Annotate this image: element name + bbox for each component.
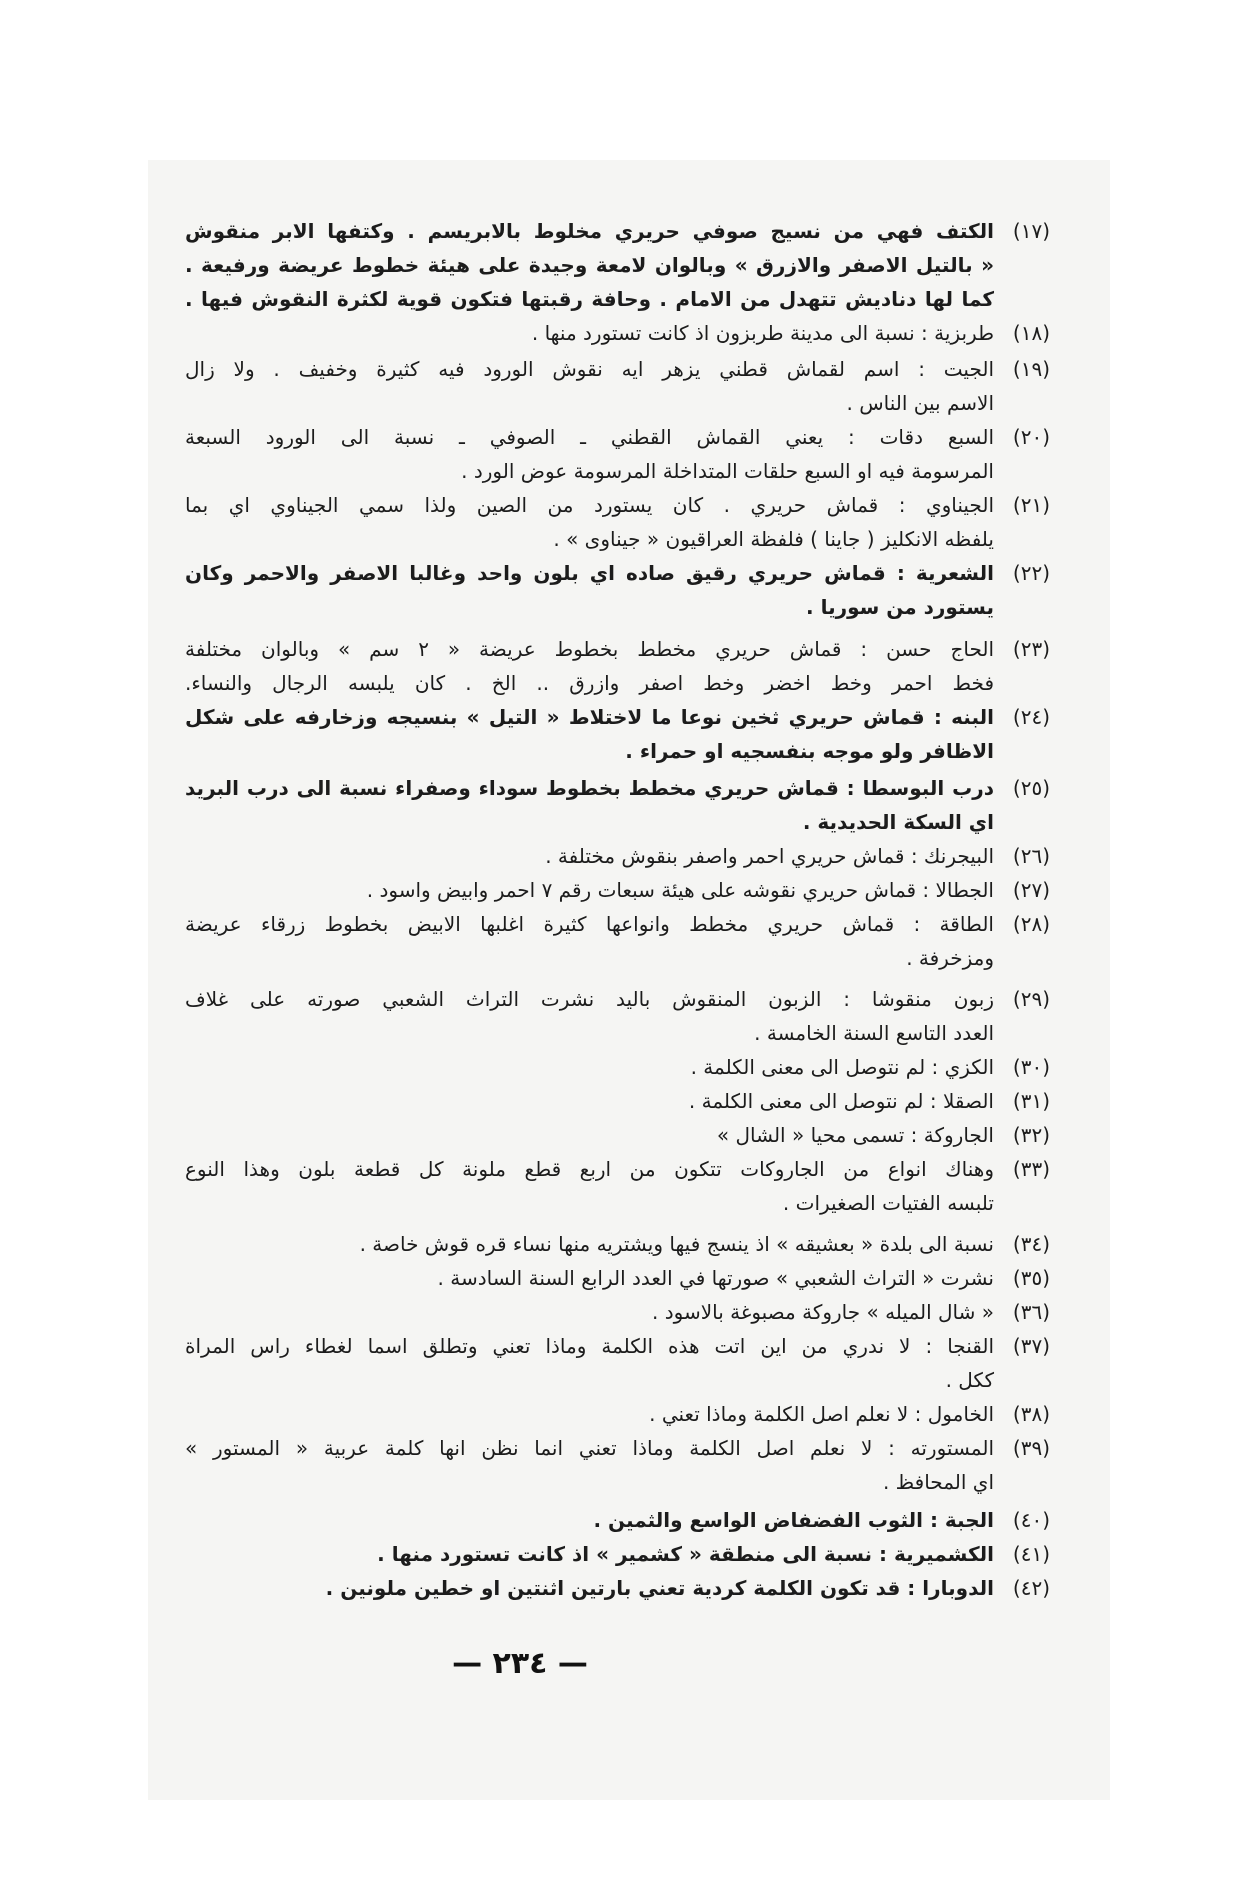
footnote-number: (٢٦) <box>1012 844 1050 868</box>
footnote-line: زبون منقوشا : الزبون المنقوش باليد نشرت التراث الشعبي صورته على غلاف <box>185 987 994 1011</box>
footnote-number: (٤٢) <box>1012 1576 1050 1600</box>
footnote <box>185 839 1050 873</box>
footnote-line: البنه : قماش حريري ثخين نوعا ما لاختلاط « التيل » بنسيجه وزخارفه على شكل <box>185 705 994 729</box>
footnote <box>185 1050 1050 1084</box>
footnote-line: الشعرية : قماش حريري رقيق صاده اي بلون واحد وغالبا الاصفر والاحمر وكان <box>185 561 994 585</box>
footnote-line: البيجرنك : قماش حريري احمر واصفر بنقوش مختلفة . <box>545 844 994 868</box>
footnote-line: كما لها دناديش تتهدل من الامام . وحافة رقبتها فتكون قوية لكثرة النقوش فيها . <box>185 287 994 311</box>
footnote-text <box>185 1329 994 1397</box>
footnote-text <box>185 1118 994 1152</box>
footnote-number: (١٧) <box>1012 219 1050 243</box>
footnote <box>185 1227 1050 1261</box>
footnote-text <box>185 1503 994 1537</box>
footnote-line: الكتف فهي من نسيج صوفي حريري مخلوط بالابريسم . وكتفها الابر منقوش <box>185 219 994 243</box>
footnote-number: (٣٣) <box>1012 1157 1050 1181</box>
footnote-line: الجيت : اسم لقماش قطني يزهر ايه نقوش الورود فيه كثيرة وخفيف . ولا زال <box>185 357 994 381</box>
footnote <box>185 1118 1050 1152</box>
footnote-text <box>185 1050 994 1084</box>
footnote-line: اي المحافظ . <box>882 1470 994 1494</box>
footnote-line: يلفظه الانكليز ( جاينا ) فلفظة العراقيون « جيناوى » . <box>553 527 994 551</box>
footnote-line: تلبسه الفتيات الصغيرات . <box>782 1191 994 1215</box>
footnote-text <box>185 352 994 420</box>
footnote <box>185 316 1050 350</box>
footnote-number: (٣٤) <box>1012 1232 1050 1256</box>
footnote-text <box>185 1227 994 1261</box>
footnote-text <box>185 488 994 556</box>
footnote-line: اي السكة الحديدية . <box>802 810 994 834</box>
footnote-number: (٢١) <box>1012 493 1050 517</box>
footnote-line: ككل . <box>945 1368 994 1392</box>
footnote <box>185 1397 1050 1431</box>
footnote-line: طربزية : نسبة الى مدينة طربزون اذ كانت تستورد منها . <box>531 321 994 345</box>
footnote-line: الطاقة : قماش حريري مخطط وانواعها كثيرة اغلبها الابيض بخطوط زرقاء عريضة <box>185 912 994 936</box>
footnote <box>185 214 1050 316</box>
footnote-text <box>185 556 994 624</box>
footnote-text <box>185 214 994 316</box>
footnote-number: (٣١) <box>1012 1089 1050 1113</box>
footnote <box>185 1571 1050 1605</box>
footnote-line: ومزخرفة . <box>906 946 994 970</box>
footnote-line: الكزي : لم نتوصل الى معنى الكلمة . <box>690 1055 994 1079</box>
footnote <box>185 1261 1050 1295</box>
footnote-number: (٣٠) <box>1012 1055 1050 1079</box>
footnote <box>185 1537 1050 1571</box>
footnote-line: الحاج حسن : قماش حريري مخطط بخطوط عريضة « ٢ سم » وبالوان مختلفة <box>185 637 995 661</box>
footnote-number: (٣٧) <box>1012 1334 1050 1358</box>
footnote-number: (٤١) <box>1012 1542 1050 1566</box>
footnote <box>185 771 1050 839</box>
footnote-line: « شال الميله » جاروكة مصبوغة بالاسود . <box>652 1300 994 1324</box>
footnote <box>185 1295 1050 1329</box>
footnote-line: يستورد من سوريا . <box>806 595 994 619</box>
footnote-line: العدد التاسع السنة الخامسة . <box>754 1021 994 1045</box>
footnote-number: (٢٧) <box>1012 878 1050 902</box>
footnote-number: (٢٥) <box>1012 776 1050 800</box>
footnote-text <box>185 873 994 907</box>
footnote-line: الجبة : الثوب الفضفاض الواسع والثمين . <box>593 1508 994 1532</box>
footnote <box>185 1503 1050 1537</box>
footnote-number: (٣٢) <box>1012 1123 1050 1147</box>
footnote <box>185 873 1050 907</box>
footnote <box>185 1431 1050 1499</box>
footnote-line: الدوبارا : قد تكون الكلمة كردية تعني بارتين اثنتين او خطين ملونين . <box>325 1576 994 1600</box>
footnote-line: المرسومة فيه او السبع حلقات المتداخلة المرسومة عوض الورد . <box>461 459 994 483</box>
footnote-line: المستورته : لا نعلم اصل الكلمة وماذا تعني انما نظن انها كلمة عربية « المستور » <box>185 1436 994 1460</box>
footnote <box>185 632 1050 700</box>
footnote <box>185 1152 1050 1220</box>
footnote-line: القنجا : لا ندري من اين اتت هذه الكلمة وماذا تعني وتطلق اسما لغطاء راس المراة <box>185 1334 994 1358</box>
page-number: — ٢٣٤ — <box>452 1646 588 1681</box>
footnote-text <box>185 632 994 700</box>
footnote-line: وهناك انواع من الجاروكات تتكون من اربع قطع ملونة كل قطعة بلون وهذا النوع <box>185 1157 994 1181</box>
footnote-line: الخامول : لا نعلم اصل الكلمة وماذا تعني . <box>649 1402 994 1426</box>
footnote-number: (٤٠) <box>1012 1508 1050 1532</box>
footnote-line: نسبة الى بلدة « بعشيقه » اذ ينسج فيها ويشتريه منها نساء قره قوش خاصة . <box>359 1232 994 1256</box>
footnote-line: الكشميرية : نسبة الى منطقة « كشمير » اذ كانت تستورد منها . <box>377 1542 994 1566</box>
footnote <box>185 907 1050 975</box>
footnote-number: (١٨) <box>1012 321 1050 345</box>
footnote-number: (٣٥) <box>1012 1266 1050 1290</box>
footnote-number: (٢٩) <box>1012 987 1050 1011</box>
footnote-line: الجاروكة : تسمى محيا « الشال » <box>716 1123 994 1147</box>
footnote-number: (٢٣) <box>1012 637 1050 661</box>
footnote-line: « بالتيل الاصفر والازرق » وبالوان لامعة وجيدة على هيئة خطوط عريضة ورفيعة . <box>185 253 994 277</box>
footnote-text <box>185 907 994 975</box>
footnote-line: درب البوسطا : قماش حريري مخطط بخطوط سوداء وصفراء نسبة الى درب البريد <box>185 776 994 800</box>
footnote-number: (٢٢) <box>1012 561 1050 585</box>
footnote-number: (٢٤) <box>1012 705 1050 729</box>
footnote-number: (٣٨) <box>1012 1402 1050 1426</box>
footnote-text <box>185 1261 994 1295</box>
footnote-text <box>185 1571 994 1605</box>
footnote-text <box>185 1537 994 1571</box>
footnote-number: (١٩) <box>1012 357 1050 381</box>
footnote-line: الجطالا : قماش حريري نقوشه على هيئة سبعات رقم ٧ احمر وابيض واسود . <box>366 878 994 902</box>
footnote-text <box>185 316 994 350</box>
footnote-text <box>185 1397 994 1431</box>
footnote-line: الجيناوي : قماش حريري . كان يستورد من الصين ولذا سمي الجيناوي اي بما <box>185 493 994 517</box>
footnote <box>185 700 1050 768</box>
footnote-text <box>185 420 994 488</box>
footnote-number: (٣٦) <box>1012 1300 1050 1324</box>
footnote-text <box>185 982 994 1050</box>
footnote <box>185 352 1050 420</box>
footnote-line: السبع دقات : يعني القماش القطني ـ الصوفي ـ نسبة الى الورود السبعة <box>185 425 994 449</box>
footnote-line: الاظافر ولو موجه بنفسجيه او حمراء . <box>625 739 994 763</box>
footnote-text <box>185 1152 994 1220</box>
footnote-line: فخط احمر وخط اخضر وخط اصفر وازرق .. الخ . كان يلبسه الرجال والنساء. <box>185 671 994 695</box>
footnote-number: (٢٨) <box>1012 912 1050 936</box>
footnote <box>185 982 1050 1050</box>
footnote-text <box>185 839 994 873</box>
footnote-text <box>185 1084 994 1118</box>
footnote-text <box>185 700 994 768</box>
footnote <box>185 556 1050 624</box>
footnote-number: (٢٠) <box>1012 425 1050 449</box>
footnote-text <box>185 771 994 839</box>
footnote-line: الصقلا : لم نتوصل الى معنى الكلمة . <box>688 1089 994 1113</box>
footnote <box>185 488 1050 556</box>
footnote <box>185 1329 1050 1397</box>
footnote-line: الاسم بين الناس . <box>846 391 994 415</box>
footnote-line: نشرت « التراث الشعبي » صورتها في العدد الرابع السنة السادسة . <box>437 1266 994 1290</box>
footnote <box>185 420 1050 488</box>
footnote-number: (٣٩) <box>1012 1436 1050 1460</box>
footnote <box>185 1084 1050 1118</box>
footnote-text <box>185 1431 994 1499</box>
footnotes-list <box>185 214 1050 1605</box>
footnote-text <box>185 1295 994 1329</box>
